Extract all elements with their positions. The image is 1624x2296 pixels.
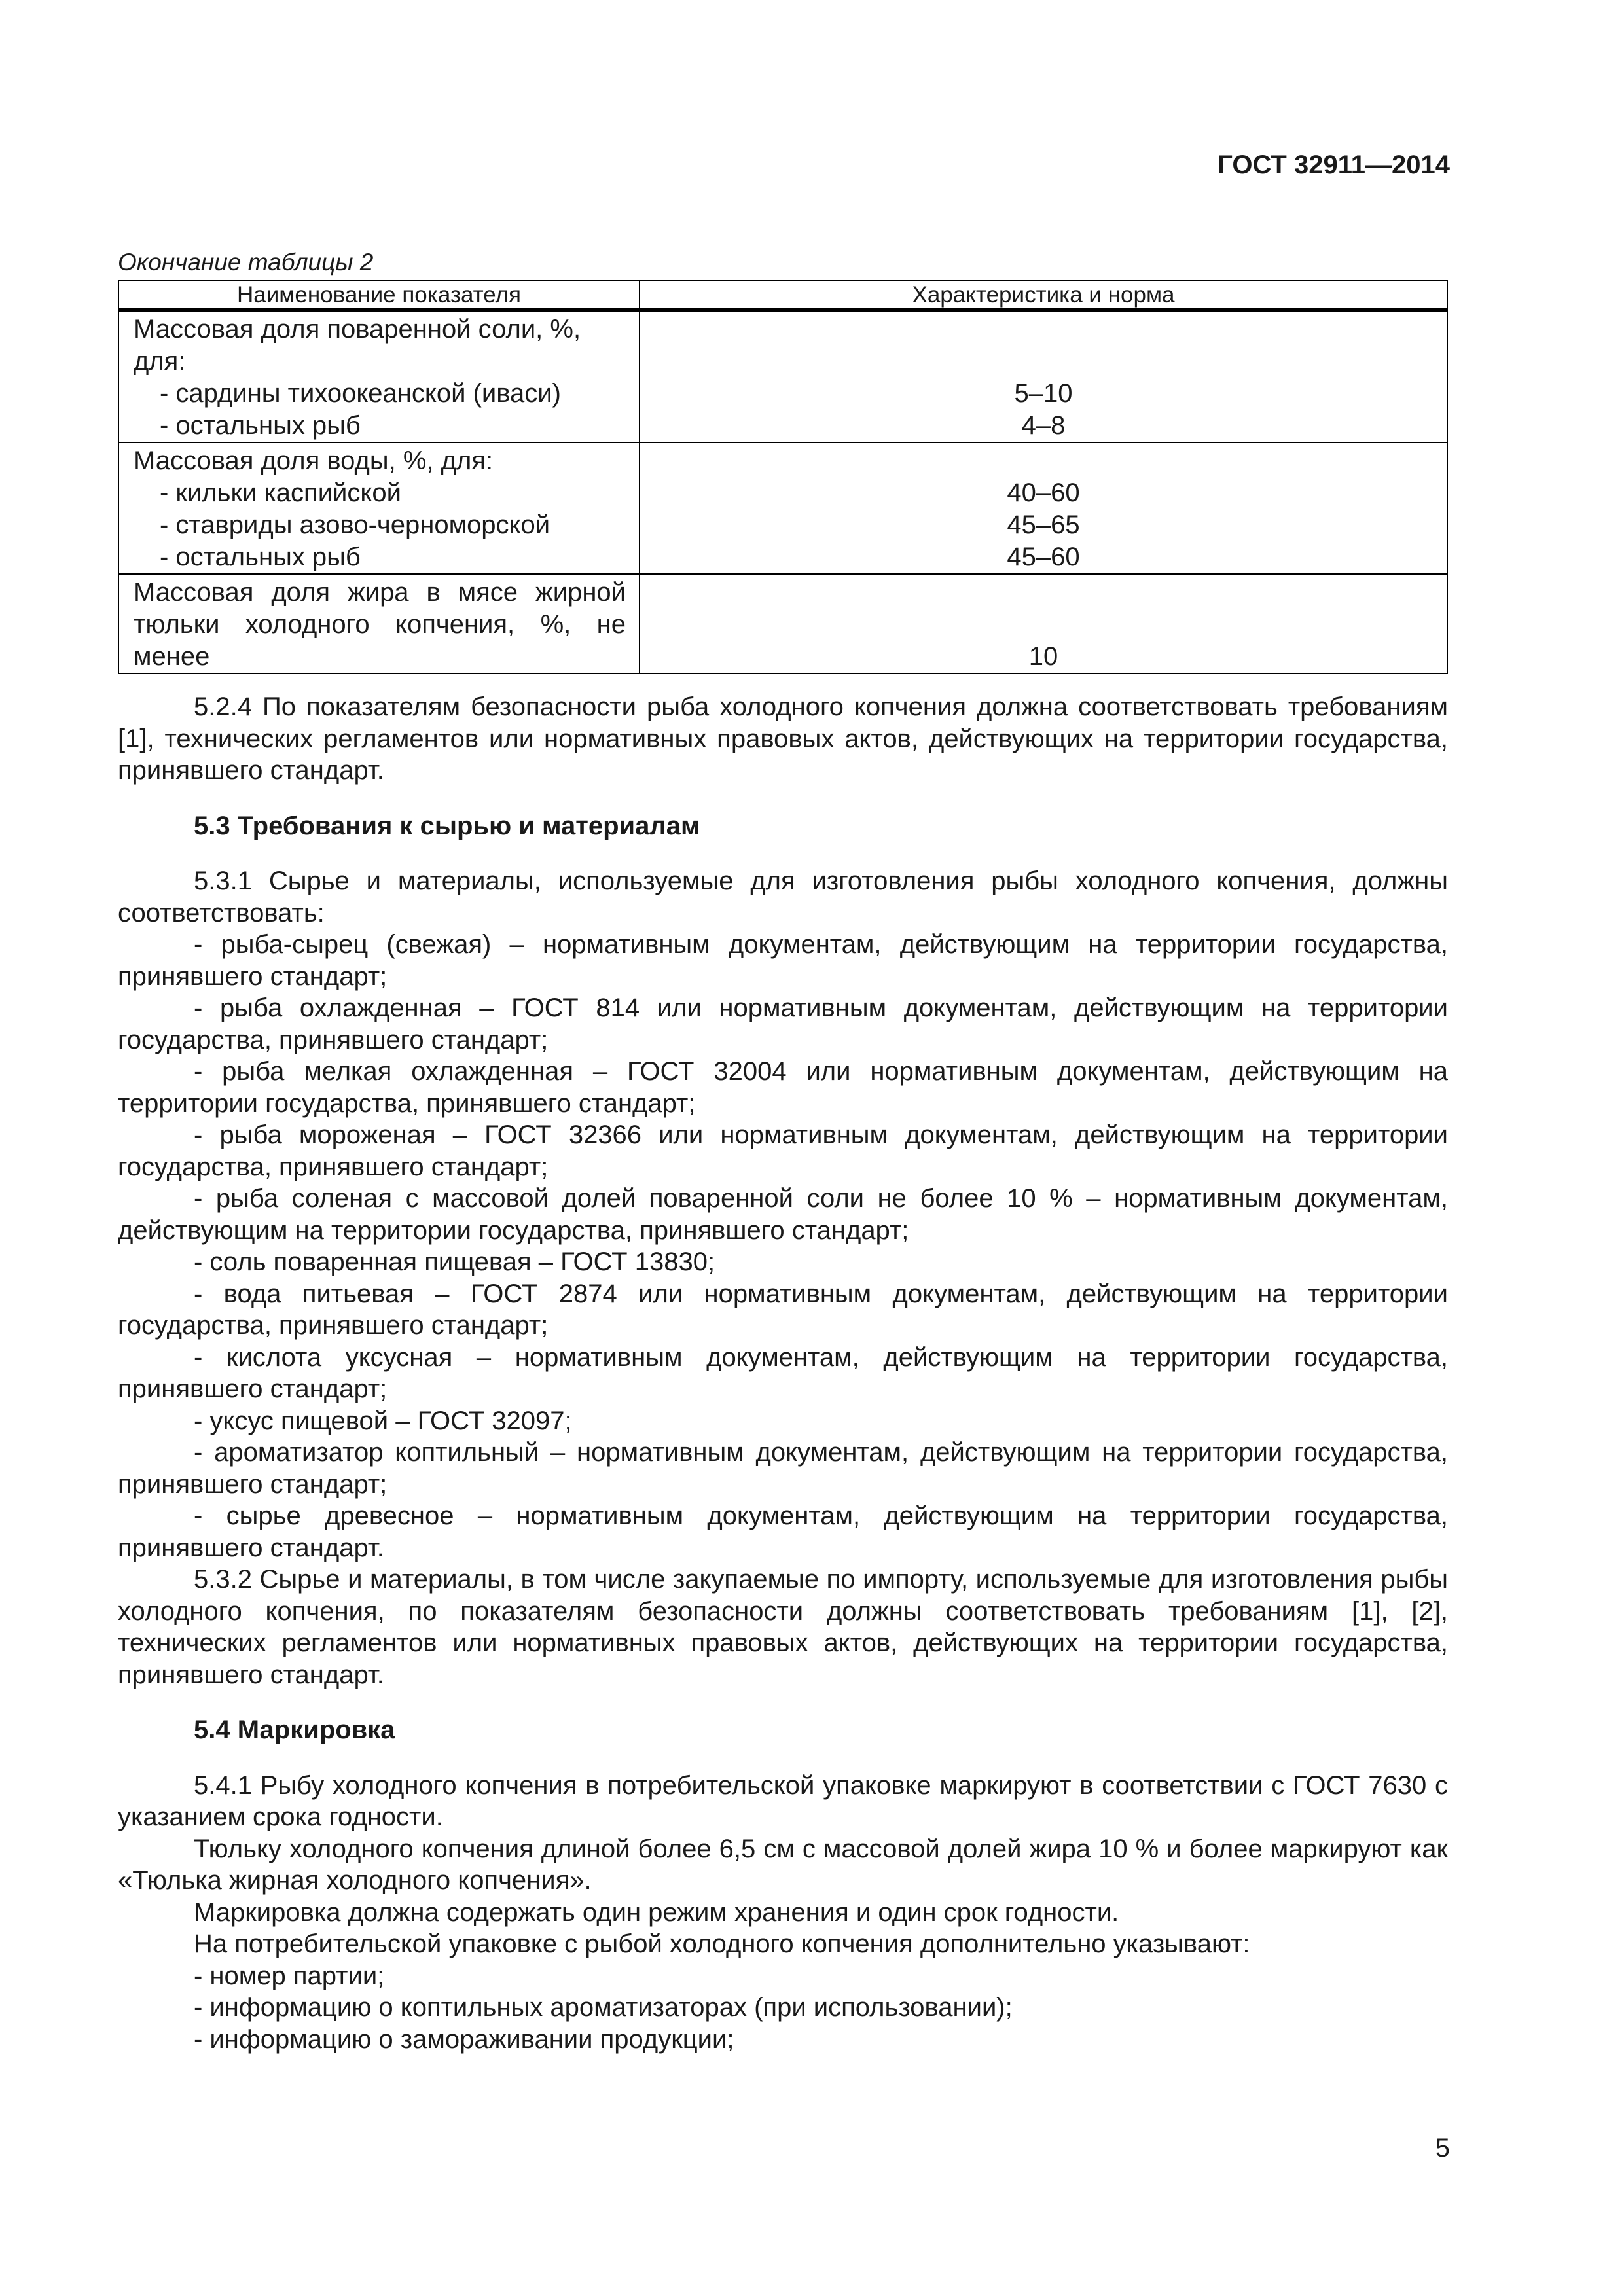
list-item: - уксус пищевой – ГОСТ 32097; — [194, 1406, 572, 1435]
list-item: - рыба-сырец (свежая) – нормативным документам, действующим на территории государства, принявшего стандарт; — [118, 930, 1448, 991]
table-header-row — [118, 281, 1447, 310]
indicator-subitem: - остальных рыб — [160, 411, 361, 440]
list-item: - рыба охлажденная – ГОСТ 814 или нормативным документам, действующим на территории государства, принявшего стандарт; — [118, 994, 1448, 1054]
body-text — [118, 691, 1448, 2055]
indicator-subitem: - остальных рыб — [160, 543, 361, 571]
list-item: - информацию о замораживании продукции; — [194, 2024, 734, 2054]
paragraph-5-2-4: 5.2.4 По показателям безопасности рыба холодного копчения должна соответствовать требованиям [1], технических регламентов или нормативных правовых актов, действующих на территории государства, принявшего стандарт. — [118, 692, 1448, 785]
norm-value: 4–8 — [1021, 411, 1066, 440]
norm-value: 45–65 — [1007, 511, 1080, 539]
indicator-table — [118, 280, 1448, 674]
indicator-cell — [118, 574, 640, 673]
paragraph-5-3-2: 5.3.2 Сырье и материалы, в том числе закупаемые по импорту, используемые для изготовления рыбы холодного копчения, по показателям безопасности должны соответствовать требованиям [1], [2], технических регламентов или нормативных правовых актов, действующих на территории государства, принявшего стандарт. — [118, 1565, 1448, 1689]
list-item: - ароматизатор коптильный – нормативным документам, действующим на территории государства, принявшего стандарт; — [118, 1438, 1448, 1499]
list-item: - кислота уксусная – нормативным документам, действующим на территории государства, принявшего стандарт; — [118, 1342, 1448, 1403]
column-header-indicator: Наименование показателя — [118, 281, 640, 310]
list-item: - информацию о коптильных ароматизаторах (при использовании); — [194, 1993, 1013, 2022]
indicator-cell — [118, 442, 640, 574]
document-number: ГОСТ 32911—2014 — [1218, 151, 1450, 179]
norm-cell — [640, 442, 1447, 574]
paragraph-5-4-1: 5.4.1 Рыбу холодного копчения в потребительской упаковке маркируют в соответствии с ГОСТ 7630 с указанием срока годности. — [118, 1770, 1448, 1831]
column-header-norm: Характеристика и норма — [640, 281, 1447, 310]
norm-value: 40–60 — [1007, 478, 1080, 507]
norm-value: 45–60 — [1007, 543, 1080, 571]
paragraph-5-4-1-tulka: Тюльку холодного копчения длиной более 6,5 см с массовой долей жира 10 % и более маркируют как «Тюлька жирная холодного копчения». — [118, 1834, 1448, 1895]
list-item: - вода питьевая – ГОСТ 2874 или нормативным документам, действующим на территории государства, принявшего стандарт; — [118, 1279, 1448, 1340]
indicator-name: Массовая доля поваренной соли, %, — [134, 315, 581, 344]
indicator-cell — [118, 310, 640, 443]
indicator-name: Массовая доля воды, %, для: — [134, 446, 494, 475]
table-row-fat — [118, 574, 1447, 673]
indicator-subitem: - сардины тихоокеанской (иваси) — [160, 379, 561, 408]
list-item: - номер партии; — [194, 1961, 385, 1990]
norm-cell — [640, 310, 1447, 443]
norm-value: 10 — [1028, 642, 1058, 671]
table-row-water — [118, 442, 1447, 574]
norm-value: 5–10 — [1014, 379, 1073, 408]
list-item: - рыба соленая с массовой долей поваренной соли не более 10 % – нормативным документам, действующим на территории государства, принявшего стандарт; — [118, 1184, 1448, 1245]
indicator-name-cont: для: — [134, 347, 186, 376]
indicator-subitem: - кильки каспийской — [160, 478, 401, 507]
list-item: - соль поваренная пищевая – ГОСТ 13830; — [194, 1247, 715, 1276]
marking-list — [118, 1960, 1448, 2056]
paragraph-5-4-1-storage: Маркировка должна содержать один режим хранения и один срок годности. — [194, 1897, 1119, 1927]
indicator-name-cont: тюльки холодного копчения, %, не — [134, 610, 626, 639]
indicator-name-cont: менее — [134, 642, 210, 671]
section-heading-5-4: 5.4 Маркировка — [194, 1715, 395, 1744]
materials-list — [118, 929, 1448, 1564]
paragraph-5-4-1-additional: На потребительской упаковке с рыбой холодного копчения дополнительно указывают: — [194, 1929, 1250, 1958]
list-item: - рыба мелкая охлажденная – ГОСТ 32004 или нормативным документам, действующим на территории государства, принявшего стандарт; — [118, 1057, 1448, 1118]
table-row-salt — [118, 310, 1447, 443]
page-number: 5 — [1435, 2134, 1450, 2162]
section-heading-5-3: 5.3 Требования к сырью и материалам — [194, 811, 700, 840]
indicator-subitem: - ставриды азово-черноморской — [160, 511, 550, 539]
table-caption: Окончание таблицы 2 — [118, 249, 374, 276]
list-item: - сырье древесное – нормативным документам, действующим на территории государства, принявшего стандарт. — [118, 1501, 1448, 1562]
list-item: - рыба мороженая – ГОСТ 32366 или нормативным документам, действующим на территории государства, принявшего стандарт; — [118, 1121, 1448, 1181]
paragraph-5-3-1: 5.3.1 Сырье и материалы, используемые для изготовления рыбы холодного копчения, должны соответствовать: — [118, 867, 1448, 927]
norm-cell — [640, 574, 1447, 673]
indicator-name: Массовая доля жира в мясе жирной — [134, 578, 626, 607]
